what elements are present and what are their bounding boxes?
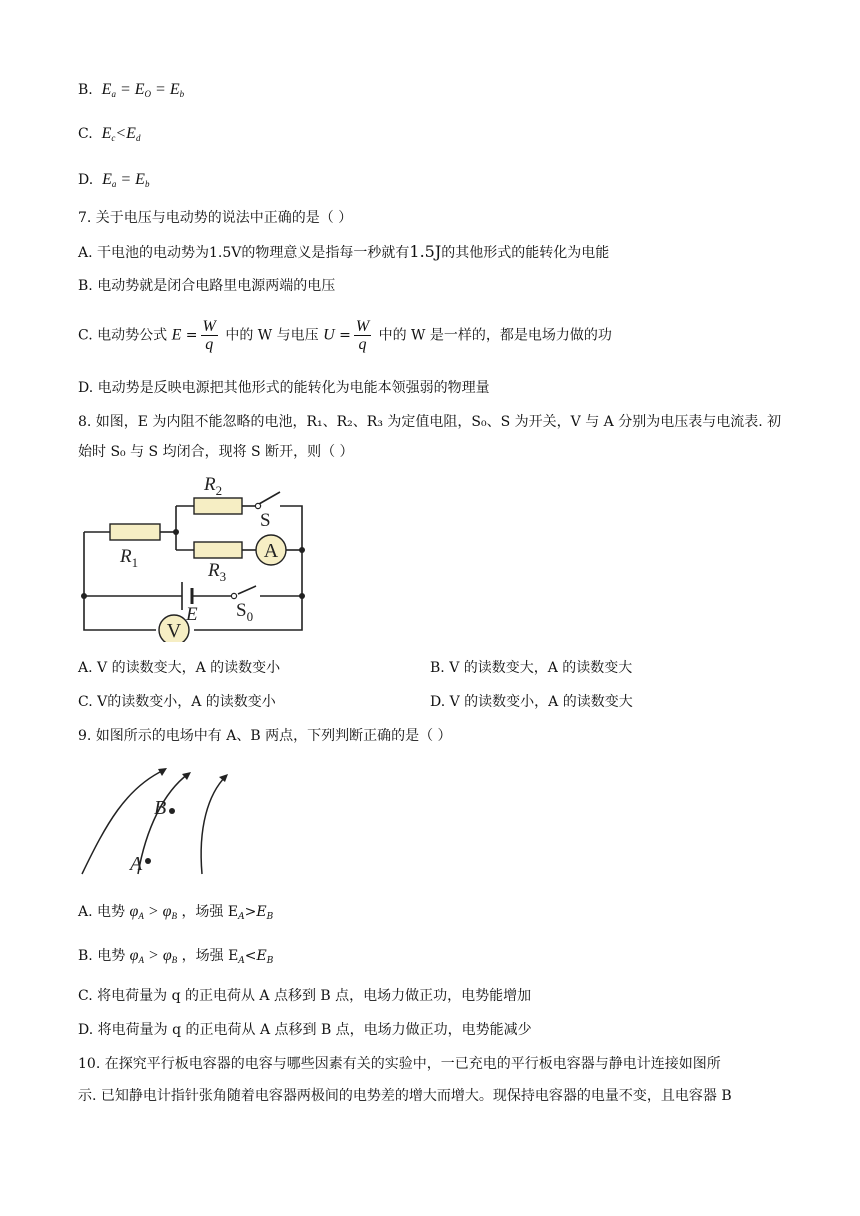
q9-option-d: D. 将电荷量为 q 的正电荷从 A 点移到 B 点，电场力做正功，电势能减少: [78, 1022, 532, 1038]
ammeter-label: A: [263, 540, 279, 562]
resistor-r1: [110, 524, 160, 540]
q6-option-c: C. $E_c<E_d$: [78, 125, 141, 143]
svg-text:R1: $R_1$: [120, 546, 139, 570]
svg-text:S0: $S_0$: [236, 600, 254, 624]
q10-line2: 示. 已知静电计指针张角随着电容器两极间的电势差的增大而增大。现保持电容器的电量不变，且电容器 B: [78, 1088, 732, 1104]
point-a-label: A: [130, 853, 143, 875]
q6-option-d: D. $E_a = E_b$: [78, 171, 150, 189]
q7-option-c: C. 电动势公式 E = $\frac{W}{q}$ 中的 W 与电压 U = $\frac{W}{q}$ 中的 W 是一样的，都是电场力做的功: [78, 318, 612, 353]
q7-option-a: A. 干电池的电动势为1.5V的物理意义是指每一秒就有1.5J的其他形式的能转化为电能: [78, 242, 610, 261]
q8-option-d: D. V 的读数变小，A 的读数变大: [430, 694, 633, 710]
q10-line1: 10. 在探究平行板电容器的电容与哪些因素有关的实验中，一已充电的平行板电容器与静电计连接如图所: [78, 1056, 721, 1072]
voltmeter-label: V: [166, 620, 182, 642]
q7-option-d: D. 电动势是反映电源把其他形式的能转化为电能本领强弱的物理量: [78, 380, 490, 396]
svg-text:R2: $R_2$: [204, 474, 223, 498]
point-b-label: B: [154, 797, 167, 819]
q8-stem-line1: 8. 如图，E 为内阻不能忽略的电池，R₁、R₂、R₃ 为定值电阻，S₀、S 为开关，V 与 A 分别为电压表与电流表. 初: [78, 414, 782, 430]
resistor-r3: [194, 542, 242, 558]
q9-option-b: B. 电势 $\varphi_A > \varphi_B$ ，场强 $E_A<E_B$: [78, 947, 274, 966]
switch-s-label: S: [260, 510, 271, 531]
q8-circuit-diagram: [76, 470, 316, 642]
battery-label: E: [186, 604, 198, 625]
q8-stem-line2: 始时 S₀ 与 S 均闭合，现将 S 断开，则（ ）: [78, 444, 354, 460]
r3-label: R: [208, 560, 220, 581]
r1-label: R: [120, 546, 132, 567]
switch-s0-label: S: [236, 600, 247, 621]
q8-option-c: C. V的读数变小，A 的读数变小: [78, 694, 276, 710]
resistor-r2: [194, 498, 242, 514]
q9-option-c: C. 将电荷量为 q 的正电荷从 A 点移到 B 点，电场力做正功，电势能增加: [78, 988, 532, 1004]
q9-option-a: A. 电势 $\varphi_A > \varphi_B$ ，场强 $E_A>E_B$: [78, 903, 274, 922]
q6-option-b: B. $E_a = E_O = E_b$: [78, 81, 185, 99]
r2-label: R: [204, 474, 216, 495]
q9-stem: 9. 如图所示的电场中有 A、B 两点，下列判断正确的是（ ）: [78, 728, 452, 744]
q7-stem: 7. 关于电压与电动势的说法中正确的是（ ）: [78, 210, 353, 226]
svg-text:R3: $R_3$: [208, 560, 227, 584]
q7-option-b: B. 电动势就是闭合电路里电源两端的电压: [78, 278, 336, 294]
q8-option-b: B. V 的读数变大，A 的读数变大: [430, 660, 633, 676]
q8-option-a: A. V 的读数变大，A 的读数变小: [78, 660, 281, 676]
q9-field-lines-diagram: [76, 758, 246, 878]
